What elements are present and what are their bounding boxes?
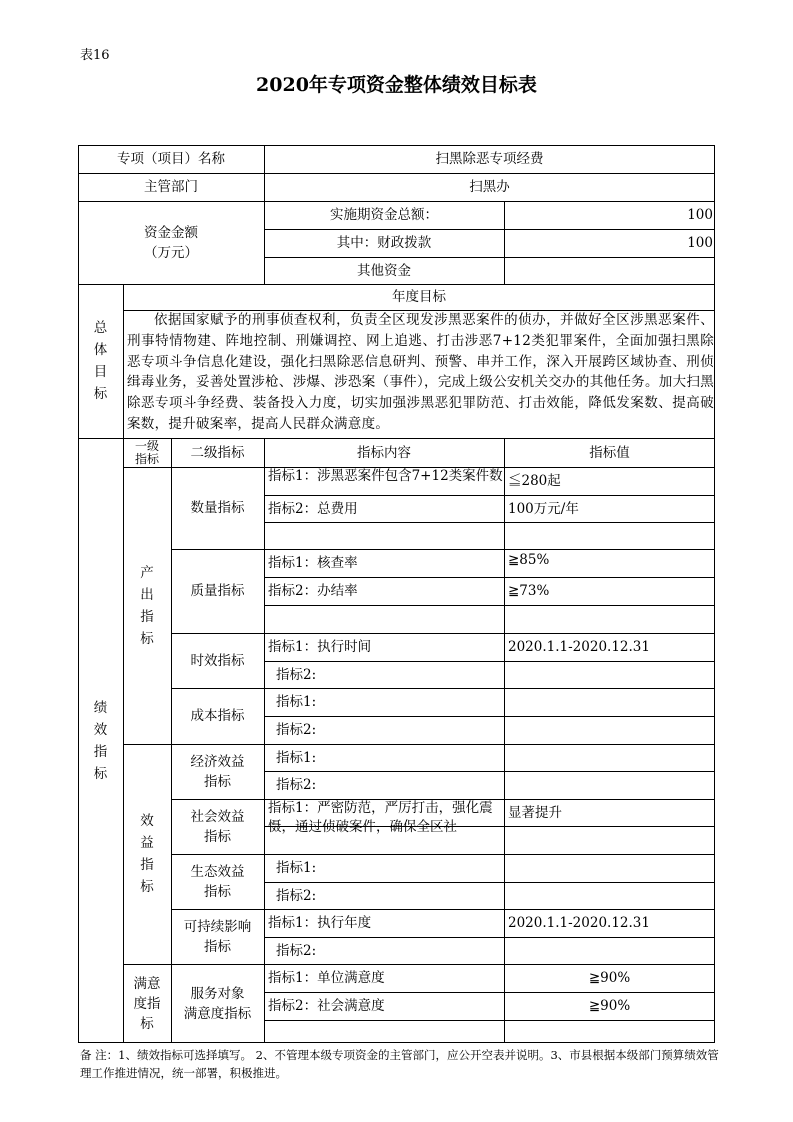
sustainable-row1-content: 指标1：执行年度	[268, 915, 372, 931]
footnote: 备 注：1、绩效指标可选择填写。 2、不管理本级专项资金的主管部门，应公开空表并说明。3、市县根据本级部门预算绩效管理工作推进情况，统一部署，积极推进。	[80, 1048, 719, 1080]
ecological-benefit-label-line2: 指标	[204, 883, 231, 900]
other-funds-label: 其他资金	[357, 262, 411, 279]
level1-header: 一级指标	[134, 438, 159, 466]
service-satisfaction-label	[171, 964, 264, 1043]
timeliness-row1-content: 指标1：执行时间	[268, 639, 372, 655]
quantity-row1-content: 指标1：涉黑恶案件包含7+12类案件数	[268, 468, 503, 484]
quality-row2-value: ≧73%	[508, 583, 550, 599]
economic-benefit-label-line2: 指标	[204, 773, 231, 790]
benefit-indicators-label	[123, 744, 171, 964]
fund-amount-label-line1: 资金金额	[144, 224, 198, 241]
project-name-label: 专项（项目）名称	[117, 151, 225, 167]
overall-goal-label	[78, 284, 123, 438]
quantity-indicator-label: 数量指标	[190, 500, 245, 516]
fund-amount-label-line2: （万元）	[144, 244, 198, 261]
sustainable-impact-label-line2: 指标	[204, 938, 231, 955]
timeliness-indicator-label: 时效指标	[190, 652, 245, 669]
benefit-indicators-label-text: 效益指标	[140, 813, 154, 895]
service-row1-value: ≧90%	[588, 970, 631, 986]
table-number-label: 表16	[80, 48, 110, 63]
content-header: 指标内容	[357, 444, 411, 461]
service-row1-content: 指标1：单位满意度	[268, 970, 385, 986]
indicators-section-label-text: 绩效指标	[93, 699, 108, 782]
ecological-row1-content: 指标1:	[276, 860, 317, 876]
department-label: 主管部门	[144, 179, 198, 195]
timeliness-row1-value: 2020.1.1-2020.12.31	[508, 639, 650, 655]
output-indicators-label-text: 产出指标	[140, 564, 154, 647]
department-value: 扫黑办	[469, 179, 510, 195]
annual-goal-header: 年度目标	[392, 289, 446, 305]
service-satisfaction-label-line2: 满意度指标	[183, 1005, 252, 1022]
level2-header: 二级指标	[190, 444, 245, 461]
economic-row2-content: 指标2:	[276, 777, 317, 793]
total-funds-value: 100	[687, 207, 713, 223]
quality-row2-content: 指标2：办结率	[268, 583, 358, 599]
cost-row2-content: 指标2:	[276, 722, 317, 738]
quality-row1-value: ≧85%	[508, 552, 550, 568]
quality-row1-content: 指标1：核查率	[268, 555, 358, 571]
satisfaction-indicators-label: 满意度指标	[133, 975, 161, 1032]
social-benefit-label-line1: 社会效益	[190, 808, 245, 825]
ecological-benefit-label	[171, 854, 264, 909]
service-row2-value: ≧90%	[588, 998, 631, 1014]
other-funds-value	[504, 257, 715, 284]
ecological-row2-content: 指标2:	[276, 887, 317, 904]
value-header: 指标值	[589, 444, 630, 461]
cost-indicator-label: 成本指标	[190, 708, 245, 724]
sustainable-impact-label	[171, 909, 264, 964]
sustainable-row1-value: 2020.1.1-2020.12.31	[508, 915, 650, 931]
social-row1-content: 指标1：严密防范，严厉打击，强化震慑，通过侦破案件，确保全区社	[268, 800, 493, 835]
economic-benefit-label	[171, 744, 264, 799]
overall-goal-label-text: 总体目标	[93, 320, 108, 402]
project-name-value: 扫黑除恶专项经费	[435, 151, 544, 167]
output-indicators-label	[123, 467, 171, 744]
quantity-row2-value: 100万元/年	[508, 500, 579, 517]
service-satisfaction-label-line1: 服务对象	[190, 985, 245, 1002]
sustainable-impact-label-line1: 可持续影响	[183, 918, 252, 935]
fiscal-funds-label: 其中：财政拨款	[336, 235, 432, 251]
social-benefit-label-line2: 指标	[204, 828, 231, 845]
quantity-row1-value: ≦280起	[508, 473, 561, 489]
quality-indicator-label: 质量指标	[190, 583, 245, 599]
indicators-section-label	[78, 438, 123, 1043]
quantity-row2-content: 指标2：总费用	[268, 500, 358, 517]
total-funds-label: 实施期资金总额：	[330, 207, 438, 223]
fund-amount-label	[78, 201, 264, 284]
social-benefit-label	[171, 799, 264, 854]
economic-row1-content: 指标1:	[276, 749, 317, 766]
annual-goal-text: 依据国家赋予的刑事侦查权利，负责全区现发涉黑恶案件的侦办，并做好全区涉黑恶案件、刑事特情物建、阵地控制、刑嫌调控、网上追逃、打击涉恶7+12类犯罪案件，全面加强扫黑除恶专项斗争信息化建设，强化扫黑除恶信息研判、预警、串并工作，深入开展跨区域协查、刑侦缉毒业务，妥善处置涉枪、涉爆、涉恐案（事件），完成上级公安机关交办的其他任务。加大扫黑除恶专项斗争经费、装备投入力度，切实加强涉黑恶犯罪防范、打击效能，降低发案数、提高破案数，提升破案率，提高人民群众满意度。	[127, 312, 714, 432]
ecological-benefit-label-line1: 生态效益	[190, 863, 245, 880]
economic-benefit-label-line1: 经济效益	[190, 753, 245, 770]
fiscal-funds-value: 100	[687, 235, 713, 251]
cost-row1-content: 指标1:	[276, 694, 317, 710]
timeliness-row2-content: 指标2:	[276, 666, 317, 683]
service-row2-content: 指标2：社会满意度	[268, 998, 385, 1014]
social-row1-value: 显著提升	[508, 804, 562, 821]
sustainable-row2-content: 指标2:	[276, 942, 317, 959]
page-title: 2020年专项资金整体绩效目标表	[256, 74, 537, 96]
